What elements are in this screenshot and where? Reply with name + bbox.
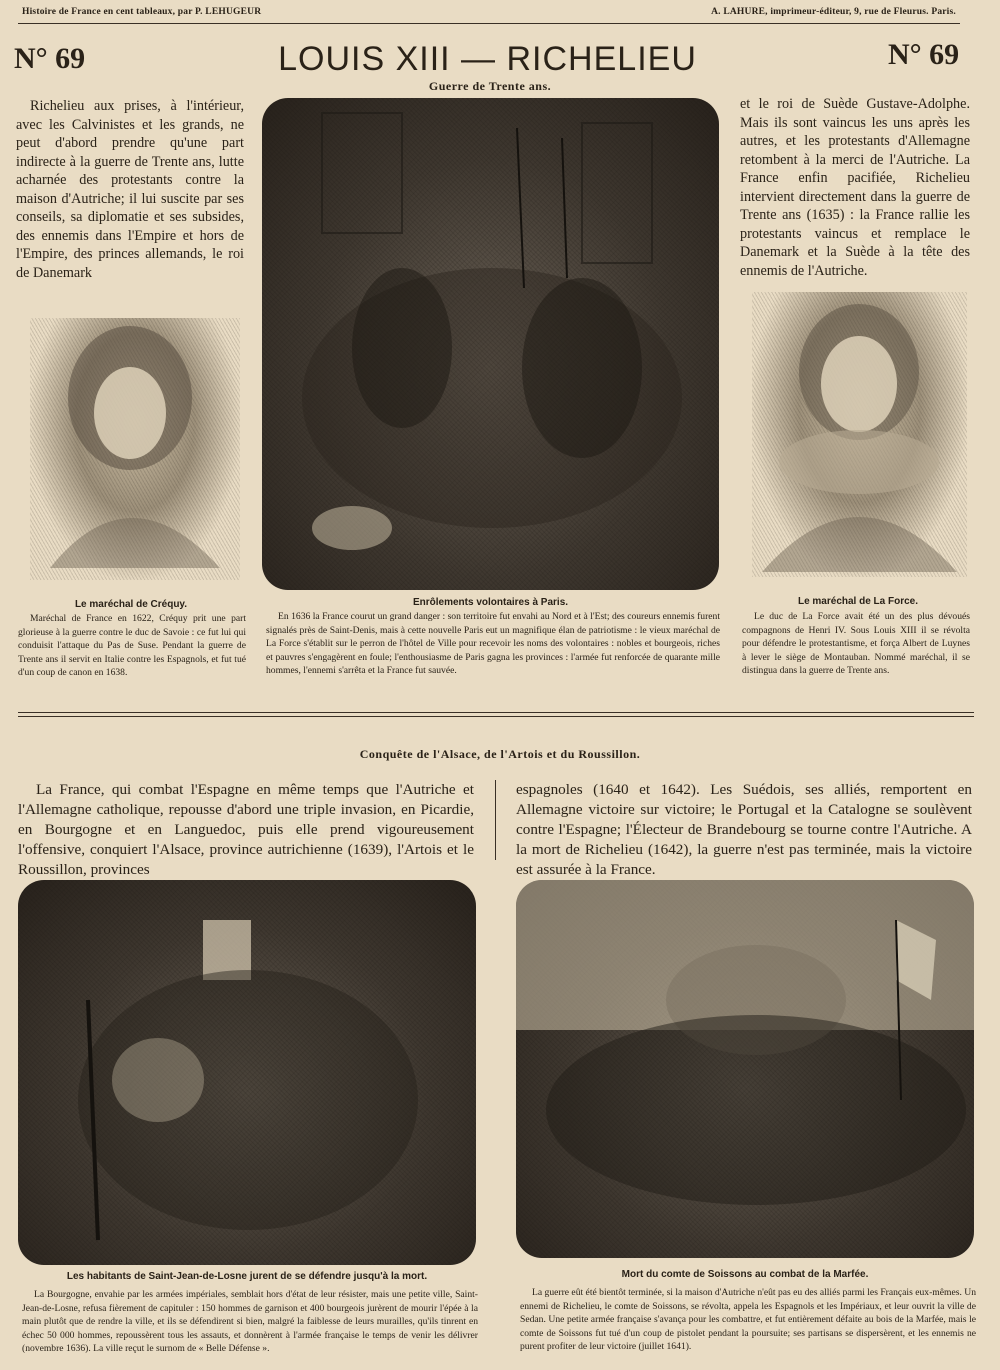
caption-crequy-text: Maréchal de France en 1622, Créquy prit une part glorieuse à la guerre contre le duc de Savoie : ce fut lui qui conduisit l'attaque du Pas de Suse. Pendant la guerre de Trente ans il servit en Italie contre les Espagnols, et fut tué d'un coup de canon en 1638. [18,613,246,678]
intro-right-text: et le roi de Suède Gustave-Adolphe. Mais ils sont vaincus les uns après les autres, et les protestants d'Allemagne retombent à la merci de l'Autriche. La France enfin pacifiée, Richelieu intervient directement dans la guerre de Trente ans (1635) : la France rallie les protestants vaincus et remplace le Danemark et la Suède à la tête des ennemis de l'Autriche. [740,96,970,279]
portrait-crequy [30,318,240,580]
header-rule [18,23,960,24]
caption-paris-text: En 1636 la France courut un grand danger : son territoire fut envahi au Nord et à l'Est; des coureurs ennemis furent signalés près de Saint-Denis, mais à cette nouvelle Paris eut un magnifique élan de patriotisme : le vieux maréchal de La Force s'établit sur le perron de l'hôtel de Ville pour recevoir les noms des volontaires : nobles et bourgeois, riches et pauvres s'engagèrent en foule; l'enthousiasme de Paris gagna les provinces : l'armée fut renforcée de quarante mille hommes, l'ennemi s'arrêta et la France fut sauvée. [266,611,720,676]
caption-paris-title: Enrôlements volontaires à Paris. [412,597,569,608]
engraving-combat-marfee [516,880,974,1258]
caption-crequy-title: Le maréchal de Créquy. [74,599,188,610]
section-divider-top [18,712,974,713]
issue-number-right: N° 69 [888,38,960,71]
caption-soissons-title: Mort du comte de Soissons au combat de la Marfée. [621,1269,869,1280]
engraving-saint-jean-de-losne [18,880,476,1265]
page-title: LOUIS XIII — RICHELIEU [278,40,697,78]
issue-number-left: N° 69 [14,42,86,75]
header-left-credit: Histoire de France en cent tableaux, par P. LEHUGEUR [22,7,262,17]
section2-left-text: La France, qui combat l'Espagne en même temps que l'Autriche et l'Allemagne catholique, repousse d'abord une triple invasion, en Picardie, en Bourgogne et en Languedoc, puis elle prend vigoureusement l'offensive, conquiert l'Alsace, province autrichienne (1639), l'Artois et le Roussillon, provinces [18,781,474,878]
caption-losne-text: La Bourgogne, envahie par les armées impériales, semblait hors d'état de leur résister, mais une petite ville, Saint-Jean-de-Losne, refusa fièrement de capituler : 150 hommes de garnison et 400 bourgeois jurèrent de mourir l'épée à la main plutôt que de rendre la ville, et ils se défendirent si bien, malgré la faiblesse de leurs murailles, qu'ils tinrent en échec 50 000 hommes, repoussèrent tous les assauts, et donnèrent à l'armée française le temps de venir les délivrer (novembre 1636). La ville reçut le surnom de « Belle Défense ». [22,1289,478,1354]
caption-soissons-text: La guerre eût été bientôt terminée, si la maison d'Autriche n'eût pas eu des alliés parmi les Français eux-mêmes. Un ennemi de Richelieu, le comte de Soissons, se révolta, appela les Espagnols et les Impériaux, et leur ouvrit la ville de Sedan. Une petite armée française s'avança pour les combattre, et fut entièrement défaite au bois de la Marfée, mais le comte de Soissons fut tué d'un coup de pistolet pendant la poursuite; ses partisans se dispersèrent, et les ennemis ne purent profiter de leur victoire (juillet 1641). [520,1287,976,1352]
caption-losne-title: Les habitants de Saint-Jean-de-Losne jurent de se défendre jusqu'à la mort. [66,1271,428,1282]
section2-title: Conquête de l'Alsace, de l'Artois et du Roussillon. [359,747,641,761]
section2-right-text: espagnoles (1640 et 1642). Les Suédois, ses alliés, remportent en Allemagne victoire sur victoire; le Portugal et la Catalogne se soulèvent contre l'Espagne; l'Électeur de Brandebourg se tourne contre l'Autriche. A la mort de Richelieu (1642), la guerre n'est pas terminée, mais la victoire est assurée à la France. [516,781,972,878]
portrait-la-force [752,292,967,577]
section-divider-bottom [18,716,974,717]
caption-laforce-text: Le duc de La Force avait été un des plus dévoués compagnons de Henri IV. Sous Louis XIII il se révolta pour défendre le protestantisme, et força Albert de Luynes à lever le siège de Montauban. Nommé maréchal, il se distingua dans la guerre de Trente ans. [742,611,970,676]
header-right-credit: A. LAHURE, imprimeur-éditeur, 9, rue de Fleurus. Paris. [711,7,956,17]
intro-left-text: Richelieu aux prises, à l'intérieur, avec les Calvinistes et les grands, ne peut d'abord prendre qu'une part indirecte à la guerre de Trente ans, lutte acharnée des protestants contre la maison d'Autriche; il lui suscite par ses conseils, sa diplomatie et ses subsides, des ennemis dans l'Empire et hors de l'Empire, des princes allemands, le roi de Danemark [16,98,244,281]
page-subtitle: Guerre de Trente ans. [428,79,552,93]
column-divider [495,780,496,860]
caption-laforce-title: Le maréchal de La Force. [797,596,919,607]
engraving-enrolements-paris [262,98,719,590]
